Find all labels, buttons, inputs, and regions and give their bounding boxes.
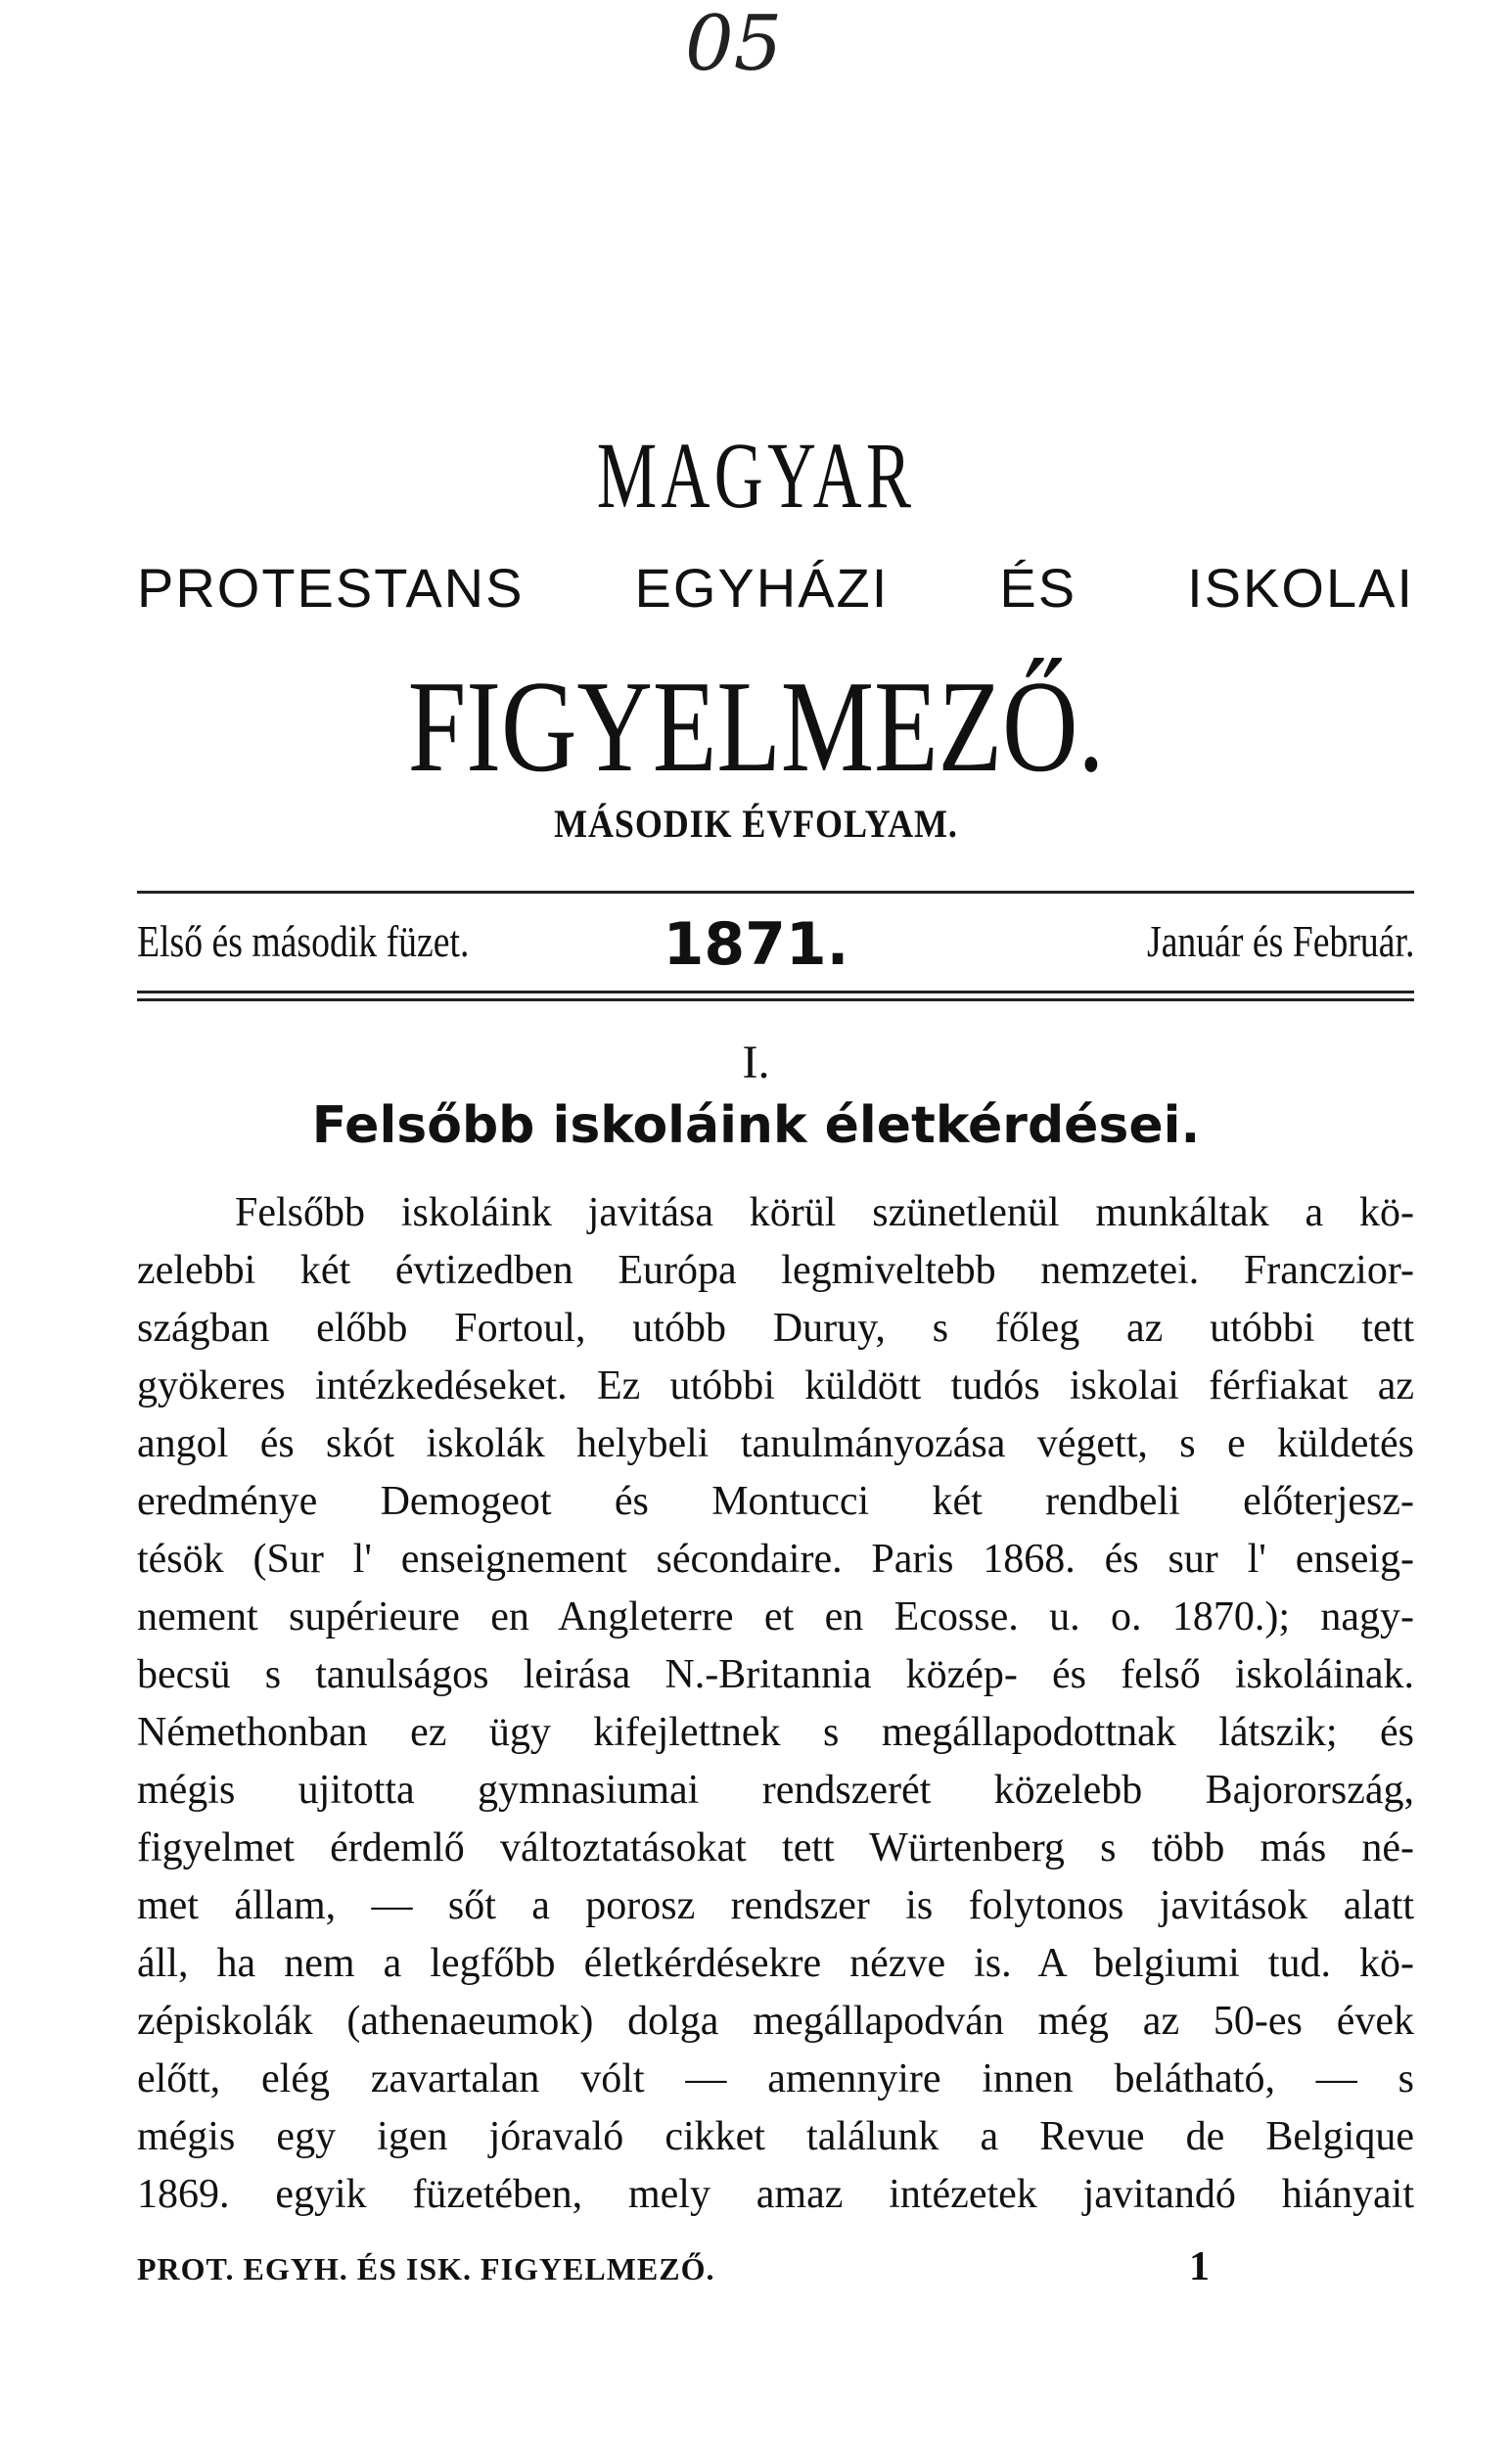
body-line: angol és skót iskolák helybeli tanulmányozása végett, s e küldetés [137, 1421, 1414, 1466]
running-footer-title: PROT. EGYH. ÉS ISK. FIGYELMEZŐ. [137, 2251, 715, 2286]
volume-label: MÁSODIK ÉVFOLYAM. [554, 802, 958, 846]
issue-number: Első és második füzet. [137, 916, 470, 966]
body-line: mégis egy igen jóravaló cikket találunk a Revue de Belgique [137, 2114, 1414, 2159]
body-line: áll, ha nem a legfőbb életkérdésekre nézve is. A belgiumi tud. kö- [137, 1941, 1414, 1986]
issue-months: Január és Február. [1146, 916, 1414, 966]
body-line: 1869. egyik füzetében, mely amaz intézetek javitandó hiányait [137, 2172, 1414, 2217]
body-line: eredménye Demogeot és Montucci két rendbeli előterjesz- [137, 1479, 1414, 1524]
body-line: zépiskolák (athenaeumok) dolga megállapodván még az 50-es évek [137, 1999, 1414, 2044]
body-line: becsü s tanulságos leirása N.-Britannia közép- és felső iskoláinak. [137, 1652, 1414, 1697]
body-line: zelebbi két évtizedben Európa legmiveltebb nemzetei. Franczior- [137, 1248, 1414, 1293]
issue-year: 1871. [663, 910, 849, 979]
handwritten-page-mark: 05 [685, 0, 783, 88]
section-title: Felsőbb iskoláink életkérdései. [311, 1096, 1201, 1155]
body-line: szágban előbb Fortoul, utóbb Duruy, s főleg az utóbbi tett [137, 1306, 1414, 1351]
body-line: gyökeres intézkedéseket. Ez utóbbi küldött tudós iskolai férfiakat az [137, 1363, 1414, 1408]
masthead-subtitle: PROTESTANS EGYHÁZI ÉS ISKOLAI [137, 557, 1414, 619]
body-line: Némethonban ez ügy kifejlettnek s megállapodottnak látszik; és [137, 1710, 1414, 1755]
body-line: met állam, — sőt a porosz rendszer is folytonos javitások alatt [137, 1883, 1414, 1928]
body-line: nement supérieure en Angleterre et en Ecosse. u. o. 1870.); nagy- [137, 1594, 1414, 1639]
divider-top [137, 891, 1414, 894]
divider-bottom-2 [137, 998, 1414, 1001]
body-line: mégis ujitotta gymnasiumai rendszerét közelebb Bajorország, [137, 1768, 1414, 1813]
body-line: Felsőbb iskoláink javitása körül szünetlenül munkáltak a kö- [235, 1190, 1414, 1235]
page-number: 1 [1189, 2244, 1210, 2289]
masthead-title-top: MAGYAR [596, 423, 916, 528]
body-line: tésök (Sur l' enseignement sécondaire. Paris 1868. és sur l' enseig- [137, 1537, 1414, 1582]
section-number: I. [742, 1037, 770, 1088]
masthead-title-main: FIGYELMEZŐ. [407, 654, 1105, 799]
body-line: figyelmet érdemlő változtatásokat tett Würtenberg s több más né- [137, 1825, 1414, 1870]
body-line: előtt, elég zavartalan vólt — amennyire innen belátható, — s [137, 2056, 1414, 2101]
divider-bottom-1 [137, 991, 1414, 993]
